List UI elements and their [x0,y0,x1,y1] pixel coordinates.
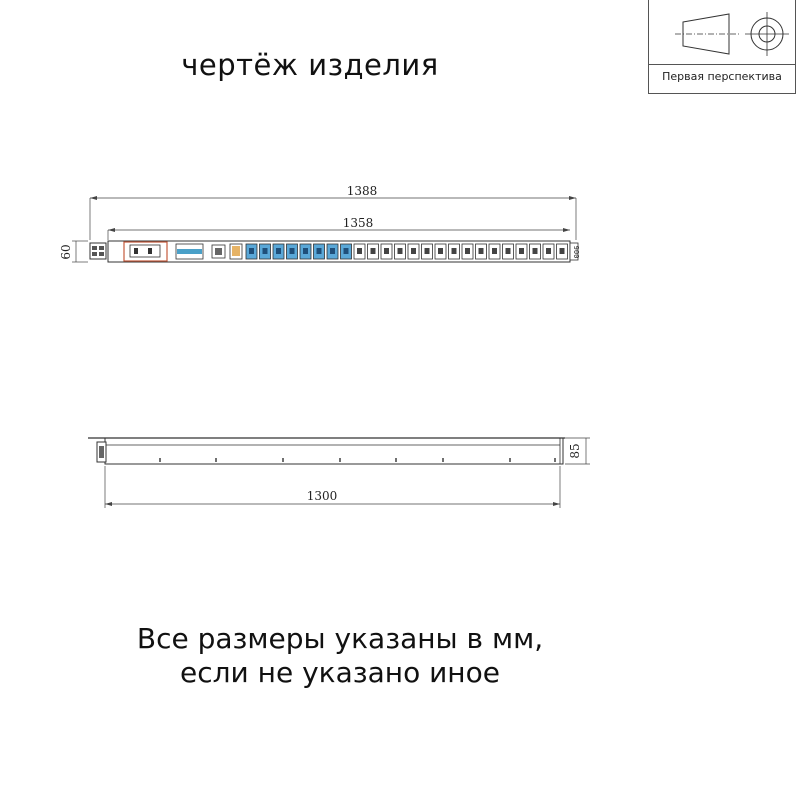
drawing-title: чертёж изделия [181,48,439,82]
side-label: 900 [572,245,580,259]
outlet-socket [452,248,457,254]
outlet-socket [533,248,538,254]
outlet-socket [411,248,416,254]
outlet-socket [479,248,484,254]
outlet-socket [492,248,497,254]
outlet-socket [398,248,403,254]
outlet-socket [371,248,376,254]
outlet-socket [276,248,281,254]
outlet-socket [560,248,565,254]
units-note [0,622,680,690]
outlet-socket [263,248,268,254]
dim-overall-length: 1388 [346,184,378,198]
side-view [88,438,590,508]
cable-gland [90,243,106,259]
outlet-socket [465,248,470,254]
outlet-socket [317,248,322,254]
dim-width: 60 [59,244,73,260]
outlet-socket [344,248,349,254]
outlet-socket [425,248,430,254]
dim-body-length: 1358 [342,216,374,230]
dim-depth: 85 [568,443,582,459]
units-note-line-1: Все размеры указаны в мм, [136,622,544,655]
mounting-points [160,458,555,462]
side-body [105,438,563,464]
outlet-socket [546,248,551,254]
outlet-socket [438,248,443,254]
outlet-socket [519,248,524,254]
units-note-line-2: если не указано иное [180,656,500,689]
outlet-socket [249,248,254,254]
top-view [59,184,580,262]
outlet-socket [330,248,335,254]
projection-label: Первая перспектива [649,64,795,93]
outlet-socket [506,248,511,254]
outlet-socket [357,248,362,254]
dim-mounting-length: 1300 [306,489,338,503]
outlet-socket [290,248,295,254]
outlet-socket [384,248,389,254]
outlet-socket [303,248,308,254]
